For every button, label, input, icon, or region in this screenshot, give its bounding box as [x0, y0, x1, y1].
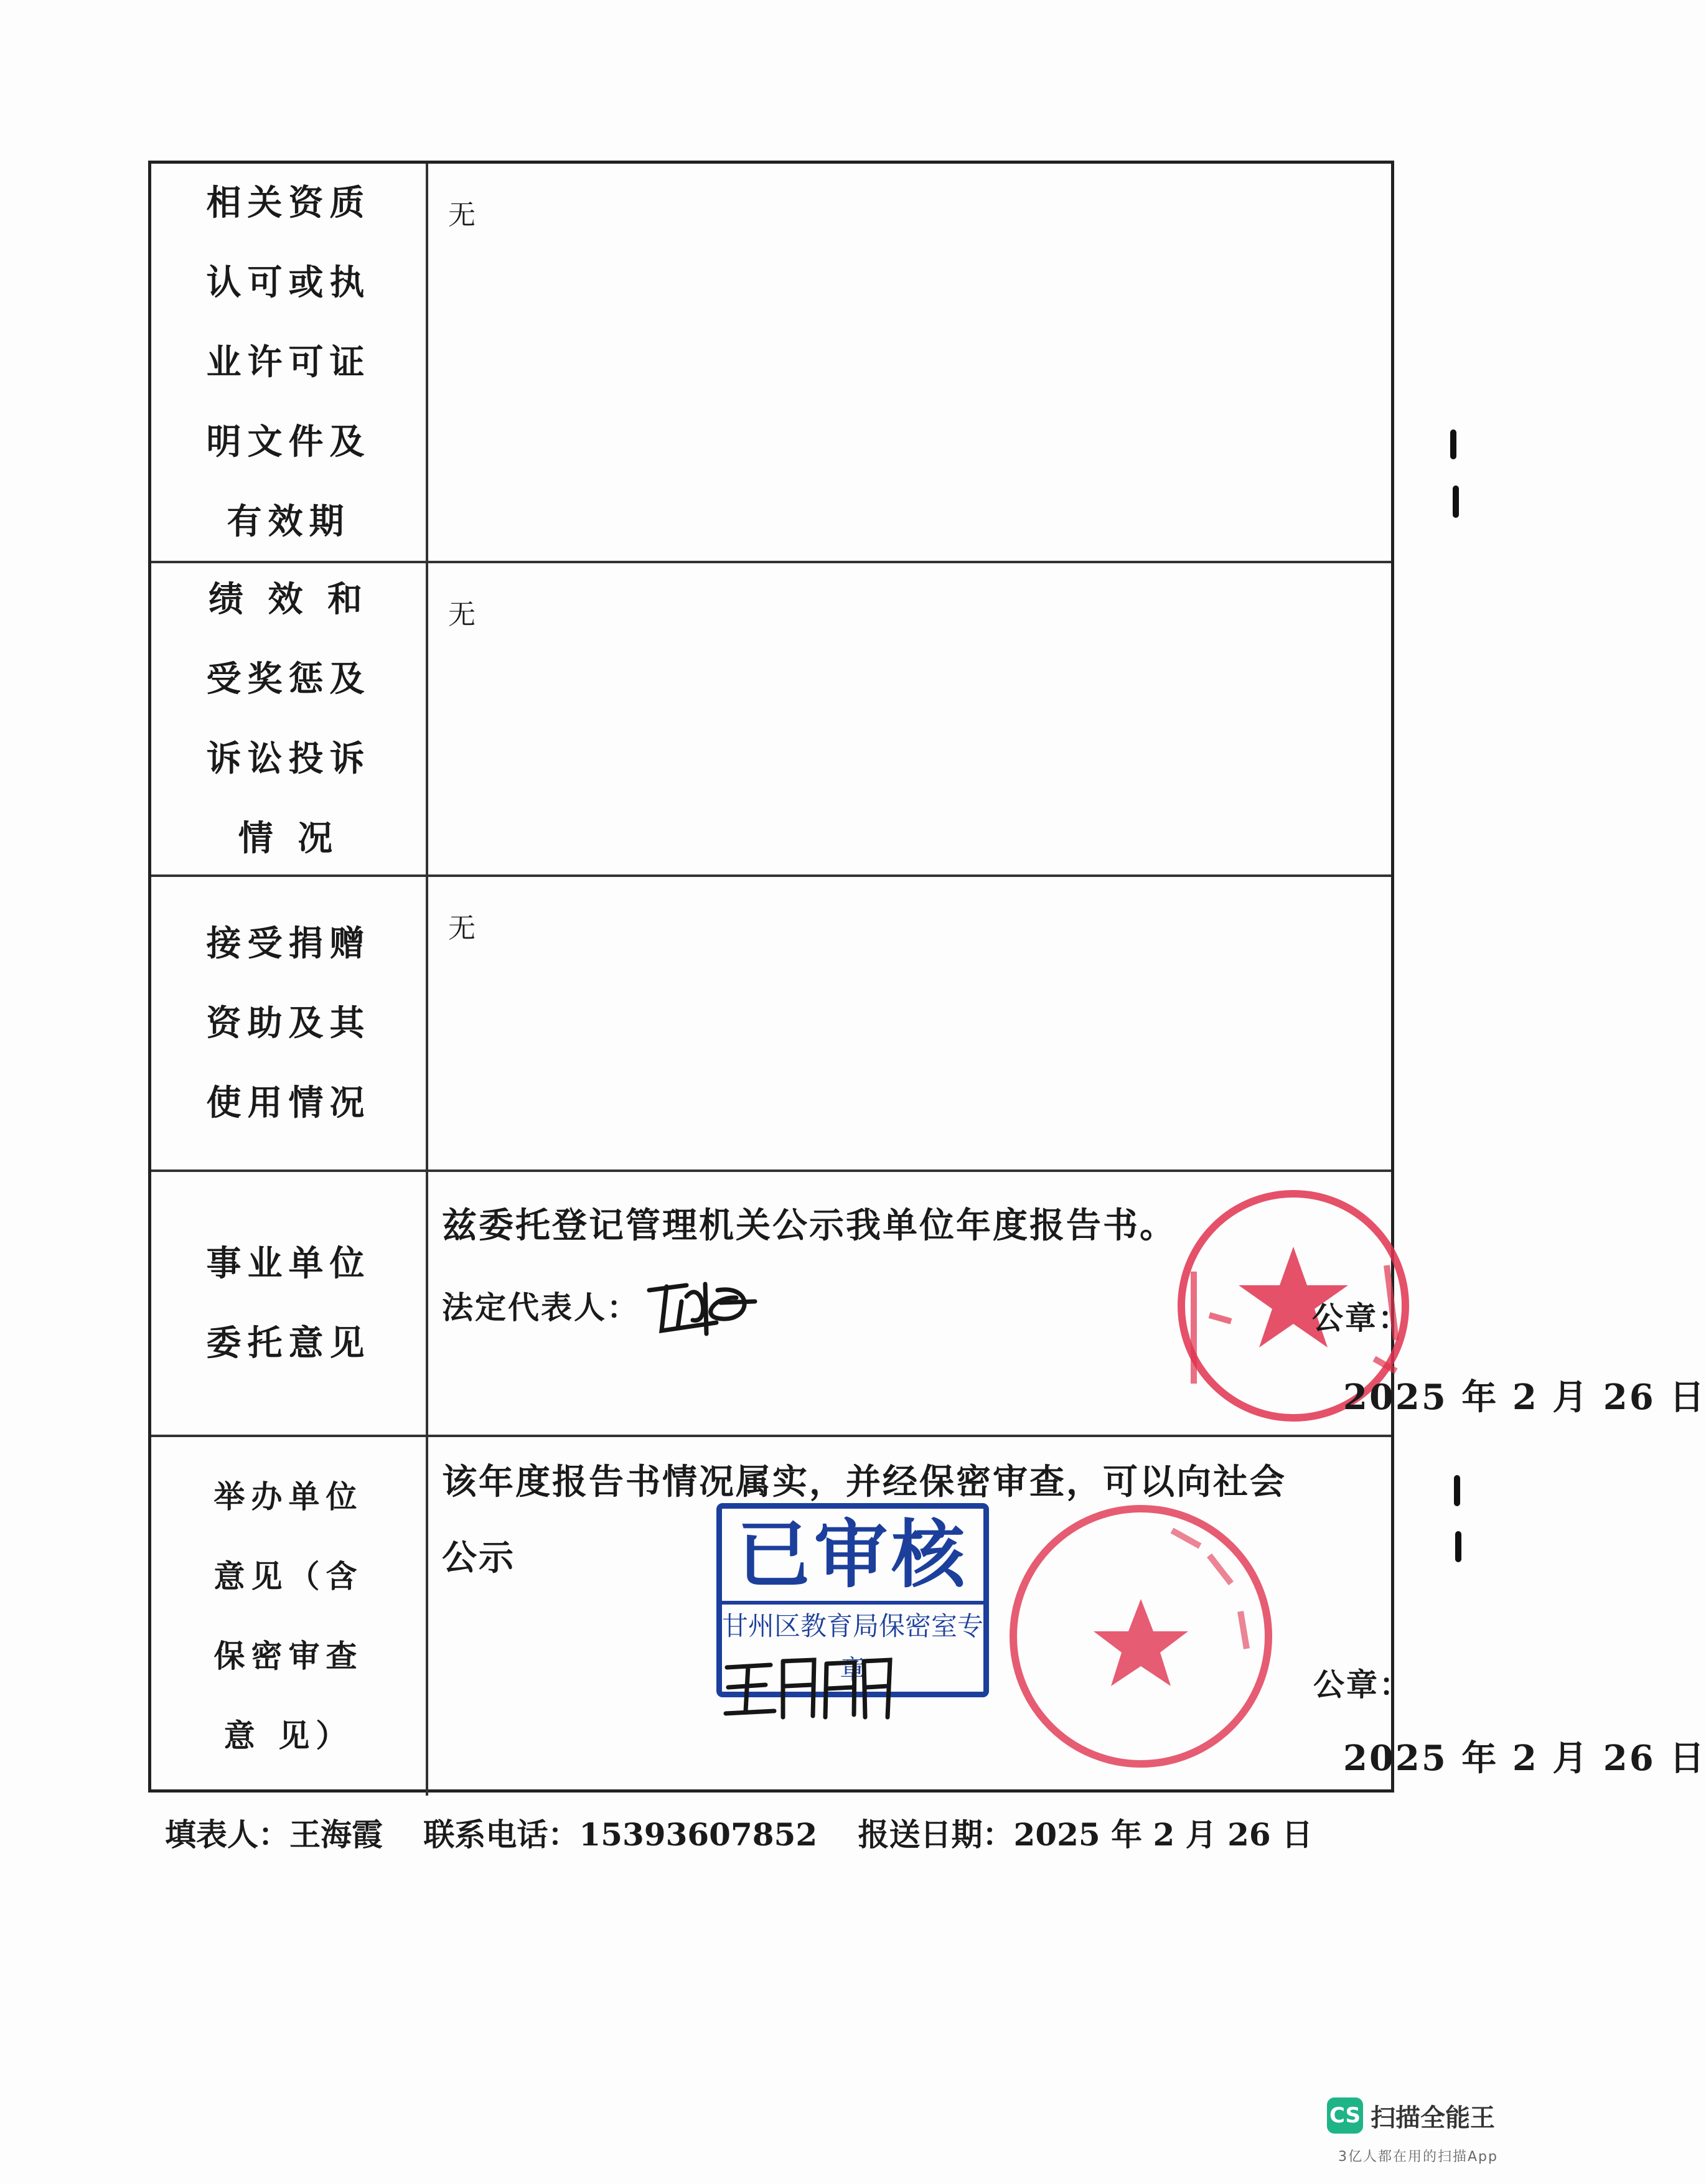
row-content-entrust — [428, 1172, 1706, 1435]
row-label-qualification — [151, 164, 428, 561]
row-content-performance — [428, 563, 1391, 874]
sponsor-seal-label: 公章： — [1313, 1666, 1412, 1703]
row-entrust — [151, 1172, 1706, 1437]
label-line: 保密审查 — [213, 1638, 363, 1674]
label-line: 委托意见 — [206, 1323, 371, 1364]
answer-text: 无 — [448, 599, 476, 630]
label-line: 明文件及 — [206, 421, 371, 462]
binding-hole-mark — [1453, 485, 1459, 518]
report-date: 报送日期：2025 年 2 月 26 日 — [858, 1816, 1313, 1853]
entrust-date: 2025 年 2 月 26 日 — [1343, 1377, 1706, 1418]
binding-hole-mark — [1450, 429, 1456, 459]
review-stamp-title: 已审核 — [736, 1512, 968, 1598]
filler-name: 填表人：王海霞 — [165, 1816, 383, 1853]
label-line: 意 见） — [223, 1717, 354, 1754]
label-line: 意见（含 — [213, 1558, 363, 1595]
sponsor-date: 2025 年 2 月 26 日 — [1343, 1738, 1706, 1779]
sponsor-red-seal — [985, 1487, 1296, 1779]
label-line: 业许可证 — [206, 342, 371, 383]
scanner-app-name: 扫描全能王 — [1371, 2103, 1495, 2132]
row-content-donation — [428, 877, 1391, 1169]
row-content-sponsor — [428, 1437, 1706, 1796]
row-label-sponsor — [151, 1437, 428, 1796]
binding-hole-mark — [1455, 1531, 1461, 1562]
label-line: 情 况 — [238, 818, 339, 859]
row-qualification — [151, 164, 1391, 563]
label-line: 有效期 — [227, 501, 350, 542]
report-form-table — [148, 161, 1706, 1793]
sponsor-statement-line1: 该年度报告书情况属实，并经保密审查，可以向社会 — [442, 1461, 1287, 1502]
sponsor-signature — [721, 1649, 901, 1723]
row-content-qualification — [428, 164, 1391, 561]
answer-text: 无 — [448, 912, 476, 944]
label-line: 事业单位 — [206, 1243, 371, 1284]
entrust-seal-label: 公章： — [1312, 1300, 1411, 1336]
label-line: 相关资质 — [206, 182, 371, 223]
row-label-performance — [151, 563, 428, 874]
row-performance — [151, 563, 1391, 877]
label-line: 认可或执 — [206, 262, 371, 303]
label-line: 资助及其 — [206, 1003, 371, 1044]
contact-phone: 联系电话：15393607852 — [423, 1816, 818, 1853]
answer-text: 无 — [448, 199, 476, 231]
label-line: 举办单位 — [213, 1478, 363, 1515]
row-donation — [151, 877, 1391, 1172]
form-footer — [165, 1810, 1343, 1855]
row-sponsor — [151, 1437, 1706, 1796]
label-line: 接受捐赠 — [206, 923, 371, 964]
label-line: 诉讼投诉 — [206, 738, 371, 779]
sponsor-statement-line2: 公示 — [442, 1537, 515, 1578]
legal-rep-label: 法定代表人： — [442, 1289, 640, 1326]
legal-rep-signature — [643, 1265, 767, 1340]
row-label-entrust — [151, 1172, 428, 1435]
label-line: 使用情况 — [206, 1082, 371, 1123]
scanner-app-logo — [1327, 2097, 1495, 2134]
scanner-tagline: 3亿人都在用的扫描App — [1338, 2149, 1498, 2165]
entrust-statement: 兹委托登记管理机关公示我单位年度报告书。 — [442, 1205, 1176, 1246]
binding-hole-mark — [1454, 1475, 1460, 1506]
row-label-donation — [151, 877, 428, 1169]
label-line: 受奖惩及 — [206, 658, 371, 700]
review-stamp-subtitle: 甘州区教育局保密室专章 — [722, 1601, 983, 1692]
label-line: 绩 效 和 — [209, 579, 368, 620]
scanner-badge-icon: CS — [1327, 2097, 1363, 2134]
